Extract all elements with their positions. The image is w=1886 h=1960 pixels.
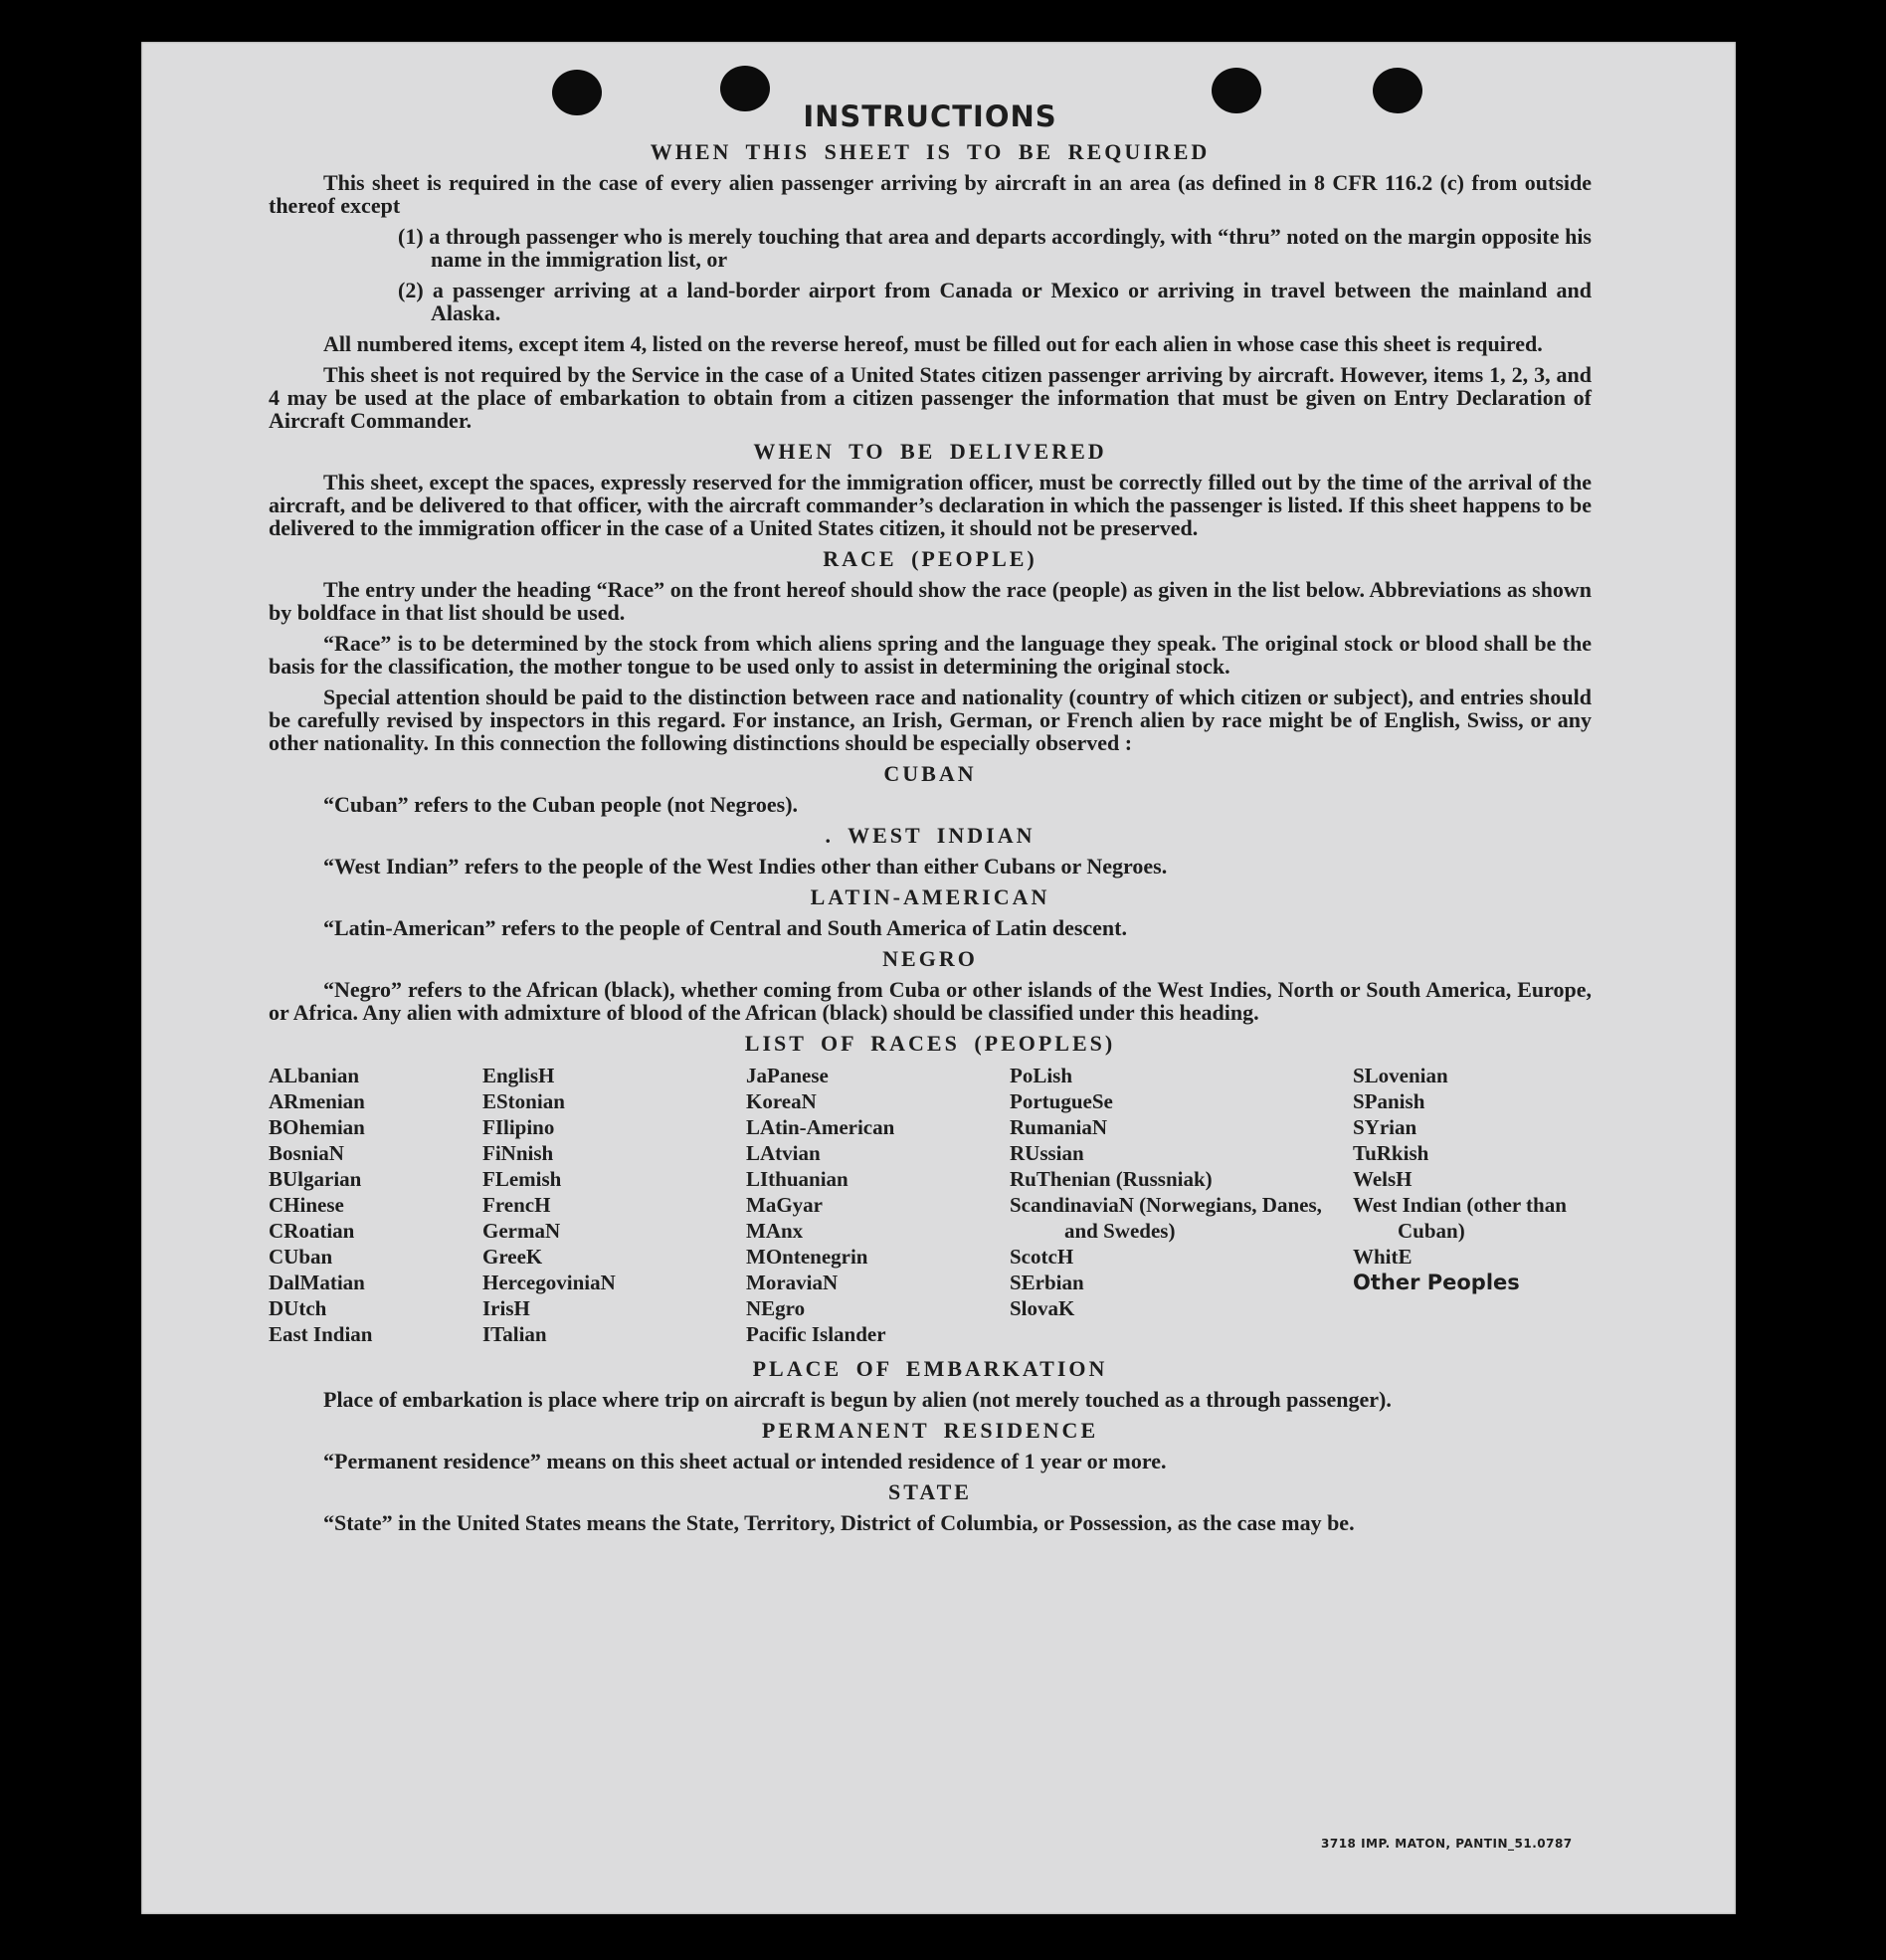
race-column-4 [1010,1063,1353,1347]
race-item: West Indian (other than Cuban) [1353,1193,1567,1243]
residence-text: “Permanent residence” means on this sheet actual or intended residence of 1 year or more. [323,1449,1167,1473]
race-list [269,1063,1592,1347]
race-item: EnglisH [482,1064,555,1087]
race-item: FLemish [482,1167,562,1191]
heading-latin-american: LATIN-AMERICAN [810,884,1050,909]
race-item: MaGyar [746,1193,823,1217]
exception-item-2: (2) a passenger arriving at a land-border airport from Canada or Mexico or arriving in travel between the mainland and Alaska. [398,278,1592,325]
race-item: EStonian [482,1089,565,1113]
race-item: BOhemian [269,1115,365,1139]
race-item: HercegoviniaN [482,1271,616,1294]
race-item: SPanish [1353,1089,1425,1113]
race-item: DUtch [269,1296,327,1320]
race-item: ITalian [482,1322,547,1346]
race-item: PoLish [1010,1064,1073,1087]
race-item: DalMatian [269,1271,365,1294]
race-item: GermaN [482,1219,561,1243]
race-item: WelsH [1353,1167,1413,1191]
heading-race: RACE (PEOPLE) [823,546,1037,571]
heading-permanent-residence: PERMANENT RESIDENCE [761,1418,1099,1443]
instructions-content [269,99,1592,1542]
race-column-3 [746,1063,1010,1347]
race-item: KoreaN [746,1089,817,1113]
exception-item-1: (1) a through passenger who is merely touching that area and departs accordingly, with “thru” noted on the margin opposite his name in the immigration list, or [398,224,1592,272]
race-item: IrisH [482,1296,530,1320]
embarkation-text: Place of embarkation is place where trip on aircraft is begun by alien (not merely touched as a through passenger). [323,1387,1392,1412]
race-item: JaPanese [746,1064,829,1087]
required-paragraph: This sheet is not required by the Service in the case of a United States citizen passenger arriving by aircraft. However, items 1, 2, 3, and 4 may be used at the place of embarkation to obtain from a citizen passenger the information that must be given on Entry Declaration of Aircraft Commander. [269,362,1592,433]
race-item: TuRkish [1353,1141,1429,1165]
race-item: RUssian [1010,1141,1084,1165]
heading-embarkation: PLACE OF EMBARKATION [752,1356,1108,1381]
race-item: SErbian [1010,1271,1084,1294]
heading-list-of-races: LIST OF RACES (PEOPLES) [744,1031,1116,1056]
race-item: SLovenian [1353,1064,1448,1087]
printer-footnote: 3718 IMP. MATON, PANTIN_51.0787 [1321,1837,1573,1851]
race-item: LAtvian [746,1141,821,1165]
race-item: FrencH [482,1193,551,1217]
race-item: ALbanian [269,1064,360,1087]
race-item: CRoatian [269,1219,355,1243]
heading-required: WHEN THIS SHEET IS TO BE REQUIRED [650,139,1211,164]
race-item: ScandinaviaN (Norwegians, Danes, and Swedes) [1010,1193,1322,1243]
race-item: BUlgarian [269,1167,362,1191]
race-item: GreeK [482,1245,543,1269]
heading-cuban: CUBAN [883,761,977,786]
race-item: Other Peoples [1353,1271,1520,1294]
race-item: SYrian [1353,1115,1417,1139]
race-column-5 [1353,1063,1592,1347]
race-item: MAnx [746,1219,804,1243]
race-item: NEgro [746,1296,806,1320]
race-item: MoraviaN [746,1271,839,1294]
race-paragraph: The entry under the heading “Race” on the front hereof should show the race (people) as given in the list below. Abbreviations as shown by boldface in that list should be used. [269,577,1592,625]
race-item: PortugueSe [1010,1089,1113,1113]
race-item: SlovaK [1010,1296,1075,1320]
race-item: LAtin-American [746,1115,895,1139]
west-indian-text: “West Indian” refers to the people of the West Indies other than either Cubans or Negroes. [323,854,1168,879]
delivered-paragraph: This sheet, except the spaces, expressly reserved for the immigration officer, must be correctly filled out by the time of the arrival of the aircraft, and be delivered to that officer, with the aircraft commander’s declaration in which the passenger is listed. If this sheet happens to be delivered to the immigration officer in the case of a United States citizen, it should not be preserved. [269,470,1592,540]
race-item: ScotcH [1010,1245,1074,1269]
race-item: FIlipino [482,1115,555,1139]
negro-text: “Negro” refers to the African (black), whether coming from Cuba or other islands of the West Indies, North or South America, Europe, or Africa. Any alien with admixture of blood of the African (black) should be classified under this heading. [269,977,1592,1025]
heading-delivered: WHEN TO BE DELIVERED [753,439,1107,464]
required-paragraph: This sheet is required in the case of every alien passenger arriving by aircraft in an area (as defined in 8 CFR 116.2 (c) from outside thereof except [269,170,1592,218]
latin-american-text: “Latin-American” refers to the people of Central and South America of Latin descent. [323,915,1127,940]
race-item: Pacific Islander [746,1322,886,1346]
race-item: ARmenian [269,1089,365,1113]
heading-west-indian: . WEST INDIAN [825,823,1036,848]
form-sheet [141,42,1736,1914]
cuban-text: “Cuban” refers to the Cuban people (not Negroes). [323,792,799,817]
state-text: “State” in the United States means the State, Territory, District of Columbia, or Possession, as the case may be. [323,1510,1355,1535]
race-item: CHinese [269,1193,344,1217]
heading-state: STATE [888,1479,972,1504]
race-column-1 [269,1063,482,1347]
race-item: WhitE [1353,1245,1413,1269]
race-item: CUban [269,1245,333,1269]
race-item: LIthuanian [746,1167,849,1191]
required-paragraph: All numbered items, except item 4, listed on the reverse hereof, must be filled out for each alien in whose case this sheet is required. [323,331,1543,356]
race-paragraph: Special attention should be paid to the distinction between race and nationality (country of which citizen or subject), and entries should be carefully revised by inspectors in this regard. For instance, an Irish, German, or French alien by race might be of English, Swiss, or any other nationality. In this connection the following distinctions should be especially observed : [269,685,1592,755]
race-item: RuThenian (Russniak) [1010,1167,1213,1191]
race-item: RumaniaN [1010,1115,1108,1139]
race-item: East Indian [269,1322,373,1346]
heading-negro: NEGRO [882,946,978,971]
race-item: BosniaN [269,1141,344,1165]
page-title: INSTRUCTIONS [803,99,1057,133]
race-column-2 [482,1063,746,1347]
race-item: MOntenegrin [746,1245,868,1269]
race-item: FiNnish [482,1141,554,1165]
race-paragraph: “Race” is to be determined by the stock from which aliens spring and the language they speak. The original stock or blood shall be the basis for the classification, the mother tongue to be used only to assist in determining the original stock. [269,631,1592,679]
